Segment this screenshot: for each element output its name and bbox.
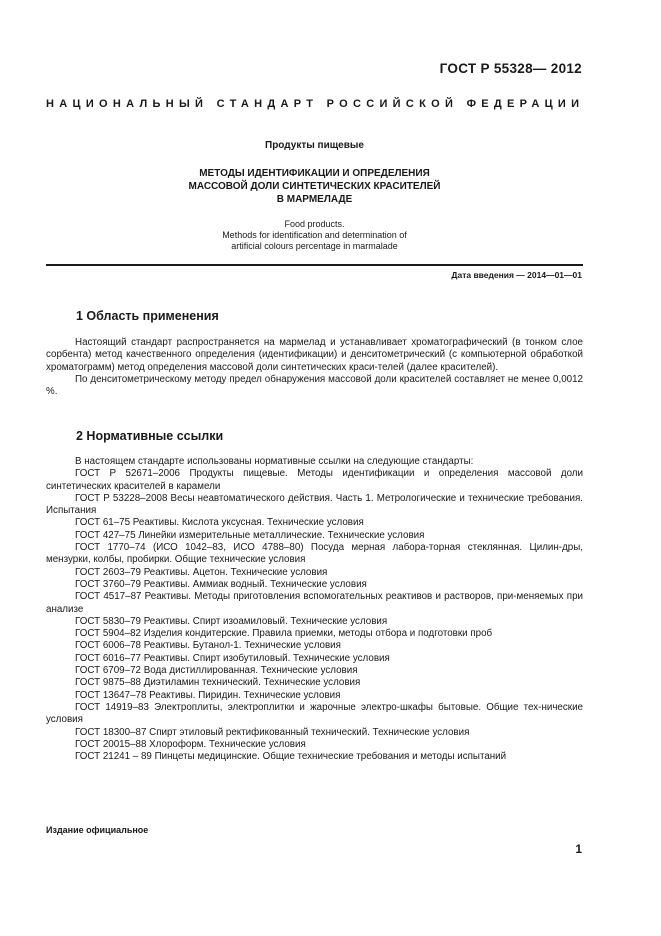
- title-en-line: artificial colours percentage in marmalade: [231, 241, 398, 251]
- official-edition-label: Издание официальное: [46, 825, 149, 835]
- reference-item: ГОСТ 13647–78 Реактивы. Пиридин. Технические условия: [75, 689, 341, 701]
- section-body-scope: [46, 337, 583, 398]
- reference-item: ГОСТ 427–75 Линейки измерительные металлические. Технические условия: [75, 529, 425, 541]
- reference-item: ГОСТ 14919–83 Электроплиты, электроплитки и жарочные электро-шкафы бытовые. Общие тех-нические условия: [46, 701, 583, 726]
- reference-item: ГОСТ 6016–77 Реактивы. Спирт изобутиловый. Технические условия: [75, 652, 390, 664]
- reference-item: ГОСТ 6006–78 Реактивы. Бутанол-1. Технические условия: [75, 640, 341, 652]
- reference-item: ГОСТ 61–75 Реактивы. Кислота уксусная. Технические условия: [75, 517, 364, 529]
- section-body-references: [46, 456, 583, 763]
- title-line: МАССОВОЙ ДОЛИ СИНТЕТИЧЕСКИХ КРАСИТЕЛЕЙ: [188, 181, 441, 192]
- reference-item: ГОСТ 4517–87 Реактивы. Методы приготовления вспомогательных реактивов и растворов, при-меняемых при анализе: [46, 591, 583, 615]
- title-line: В МАРМЕЛАДЕ: [276, 194, 353, 205]
- title-en-line: Food products.: [284, 219, 345, 229]
- national-standard-heading: НАЦИОНАЛЬНЫЙ СТАНДАРТ РОССИЙСКОЙ ФЕДЕРАЦИИ: [46, 98, 585, 110]
- reference-item: ГОСТ 18300–87 Спирт этиловый ректификованный технический. Технические условия: [75, 726, 470, 738]
- reference-item: ГОСТ 5904–82 Изделия кондитерские. Правила приемки, методы отбора и подготовки проб: [75, 628, 493, 640]
- reference-item: ГОСТ 6709–72 Вода дистиллированная. Технические условия: [75, 665, 358, 677]
- gost-number: ГОСТ Р 55328— 2012: [439, 61, 582, 76]
- reference-item: ГОСТ Р 52671–2006 Продукты пищевые. Методы идентификации и определения массовой доли синтетических красителей в карамели: [46, 468, 583, 492]
- reference-item: ГОСТ 5830–79 Реактивы. Спирт изоамиловый. Технические условия: [75, 615, 388, 627]
- document-title-english: [46, 219, 583, 252]
- paragraph: Настоящий стандарт распространяется на мармелад и устанавливает хроматографический (в тонком слое сорбента) метод качественного определения (идентификации) и денситометрический (с компьютерной обработкой хроматограмм) метод определения массовой доли синтетических краси-телей (далее красителей).: [46, 337, 583, 373]
- section-heading-scope: 1 Область применения: [76, 309, 219, 323]
- reference-item: ГОСТ 21241 – 89 Пинцеты медицинские. Общие технические требования и методы испытаний: [75, 751, 507, 763]
- paragraph: В настоящем стандарте использованы нормативные ссылки на следующие стандарты:: [75, 456, 474, 467]
- title-en-line: Methods for identification and determination of: [222, 230, 407, 240]
- reference-item: ГОСТ 2603–79 Реактивы. Ацетон. Технические условия: [75, 566, 328, 578]
- section-heading-references: 2 Нормативные ссылки: [76, 429, 224, 443]
- title-line: МЕТОДЫ ИДЕНТИФИКАЦИИ И ОПРЕДЕЛЕНИЯ: [199, 168, 430, 179]
- reference-item: ГОСТ Р 53228–2008 Весы неавтоматического действия. Часть 1. Метрологические и технические требования. Испытания: [46, 492, 583, 517]
- reference-item: ГОСТ 20015–88 Хлороформ. Технические условия: [75, 738, 306, 750]
- document-title: [46, 167, 583, 206]
- reference-item: ГОСТ 3760–79 Реактивы. Аммиак водный. Технические условия: [75, 578, 367, 590]
- paragraph: По денситометрическому методу предел обнаружения массовой доли красителей составляет не менее 0,0012 %.: [46, 373, 583, 398]
- reference-item: ГОСТ 1770–74 (ИСО 1042–83, ИСО 4788–80) Посуда мерная лабора-торная стеклянная. Цилин-дры, мензурки, колбы, пробирки. Общие технические условия: [46, 542, 583, 566]
- page-number: 1: [575, 842, 582, 856]
- header-divider: [46, 264, 583, 266]
- product-type: Продукты пищевые: [265, 140, 364, 151]
- intro-date: Дата введения — 2014—01—01: [451, 270, 582, 280]
- reference-item: ГОСТ 9875–88 Диэтиламин технический. Технические условия: [75, 677, 361, 689]
